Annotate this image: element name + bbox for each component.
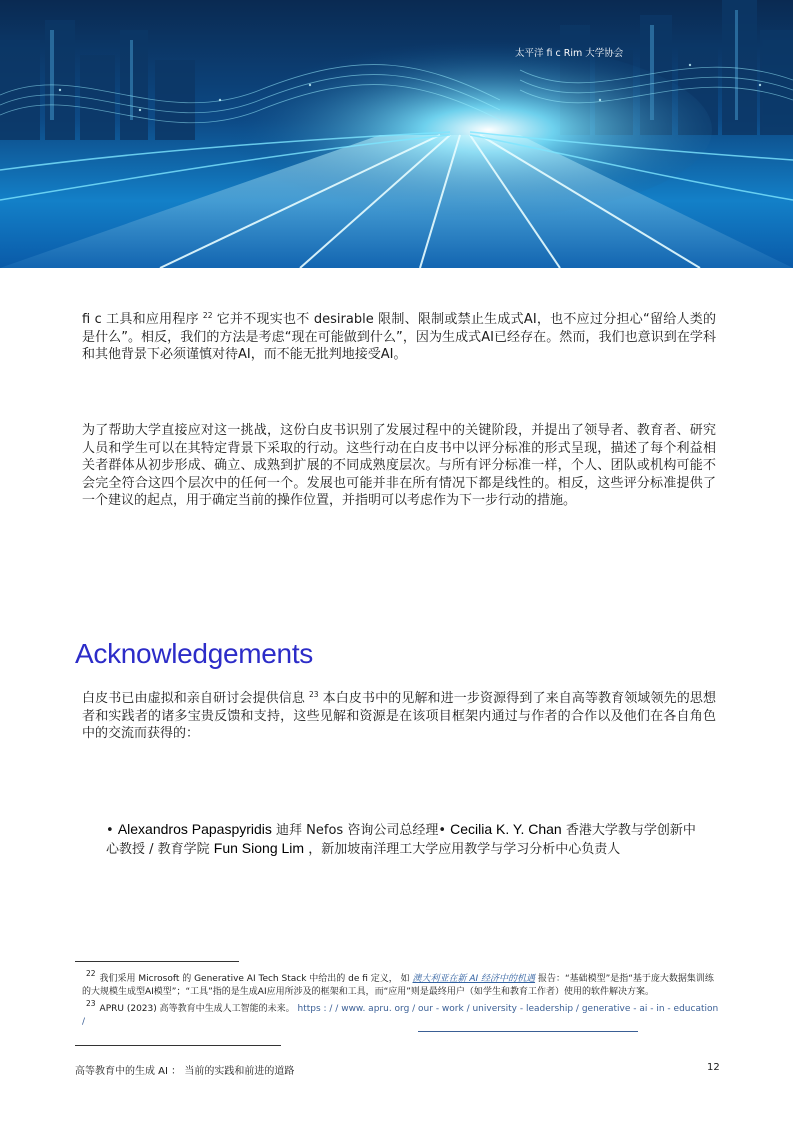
contributor-name: Fun Siong Lim	[213, 839, 305, 856]
footnote-23	[82, 998, 722, 1028]
contributors-list	[106, 821, 706, 858]
futuristic-city-road-illustration	[0, 0, 793, 268]
footnote-reference[interactable]: 22	[202, 311, 213, 320]
report-link[interactable]: 澳大利亚在新 AI 经济中的机遇	[412, 974, 536, 984]
footnote-22	[82, 968, 722, 998]
contributor-role: 迪拜 Nefos 咨询公司总经理	[276, 823, 439, 838]
footnote-text: 我们采用 Microsoft 的 Generative AI Tech Stack 中给出的 de fi 定义， 如	[99, 974, 410, 984]
footnote-number: 22	[86, 969, 96, 978]
header-banner-image	[0, 0, 793, 268]
footnote-text: 报告：“基础模型”是指“基于庞大数据集训练的大规模生成型AI模型”；“工具”指的是生成AI应用所涉及的框架和工具，而“应用”则是最终用户（如学生和教育工作者）使用的软件解决方案。	[82, 974, 714, 997]
bullet: •	[438, 823, 447, 838]
footnote-number: 23	[86, 999, 96, 1008]
contributor-role: ，新加坡南洋理工大学应用教学与学习分析中心负责人	[308, 841, 621, 857]
link-underline	[418, 1031, 638, 1032]
contributor-name: Alexandros Papaspyridis	[117, 821, 272, 837]
bullet: •	[106, 823, 114, 838]
paragraph-text: 本白皮书中的见解和进一步资源得到了来自高等教育领域领先的思想者和实践者的诸多宝贵反馈和支持，这些见解和资源是在该项目框架内通过与作者的合作以及他们在各自角色中的交流而获得的：	[82, 691, 716, 741]
footnote-divider	[75, 961, 239, 962]
apru-url-link[interactable]: https : / / www. apru. org / our - work / university - leadership / generative - ai - in - education /	[82, 1004, 719, 1027]
page-number: 12	[707, 1062, 720, 1073]
organization-name: 太平洋 fi c Rim 大学协会	[515, 48, 624, 59]
body-paragraph-2: 为了帮助大学直接应对这一挑战，这份白皮书识别了发展过程中的关键阶段，并提出了领导者、教育者、研究人员和学生可以在其特定背景下采取的行动。这些行动在白皮书中以评分标准的形式呈现，描述了每个利益相关者群体从初步形成、确立、成熟到扩展的不同成熟度层次。与所有评分标准一样，个人、团队或机构可能不会完全符合这四个层次中的任何一个。发展也可能并非在所有情况下都是线性的。相反，这些评分标准提供了一个建议的起点，用于确定当前的操作位置，并指明可以考虑作为下一步行动的措施。	[82, 423, 716, 508]
footnote-text: APRU (2023) 高等教育中生成人工智能的未来。	[99, 1004, 295, 1014]
paragraph-text: 它并不现实也不 desirable 限制、限制或禁止生成式AI，也不应过分担心“留给人类的是什么”。相反，我们的方法是考虑“现在可能做到什么”，因为生成式AI已经存在。然而，我们也意识到在学科和其他背景下必须谨慎对待AI，而不能无批判地接受AI。	[82, 312, 716, 362]
paragraph-text: fi c 工具和应用程序	[82, 312, 199, 327]
body-paragraph-1	[82, 307, 716, 364]
footer-title: 高等教育中的生成 AI ： 当前的实践和前进的道路	[75, 1066, 295, 1077]
footnote-reference[interactable]: 23	[308, 690, 319, 699]
paragraph-text: 白皮书已由虚拟和亲自研讨会提供信息	[82, 691, 305, 706]
footer-divider	[75, 1045, 281, 1046]
acknowledgements-intro	[82, 686, 716, 743]
contributor-role: 香港大学教与学创新中心教授 / 教育学院	[106, 823, 696, 857]
section-heading: Acknowledgements	[75, 638, 313, 669]
contributor-name: Cecilia K. Y. Chan	[450, 821, 562, 837]
footnotes	[82, 968, 722, 1028]
